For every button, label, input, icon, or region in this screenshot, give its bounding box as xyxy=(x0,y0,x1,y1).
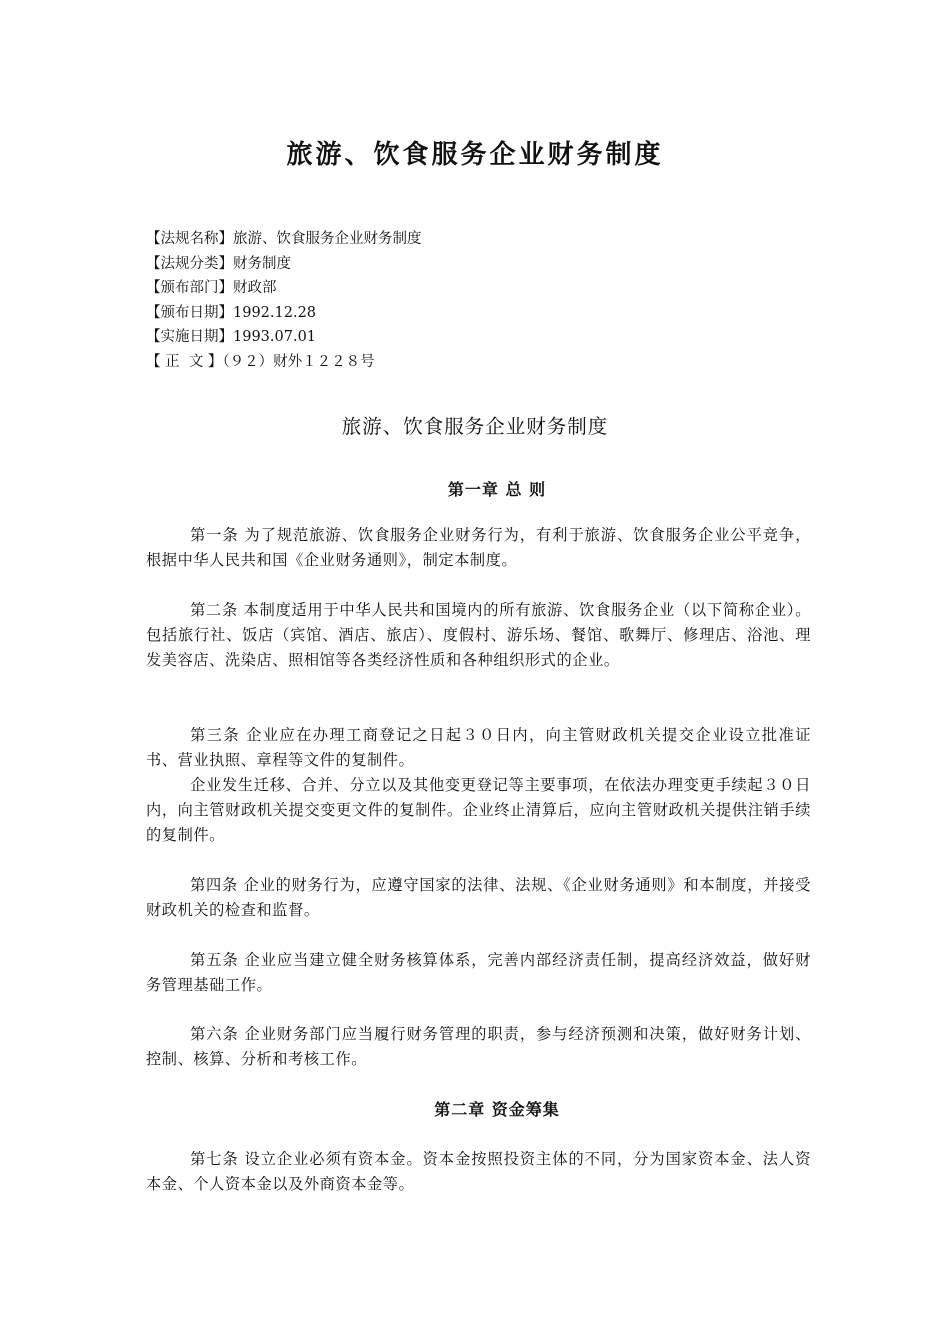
article-7: 第七条 设立企业必须有资本金。资本金按照投资主体的不同，分为国家资本金、法人资本金、个人资本金以及外商资本金等。 xyxy=(146,1150,811,1193)
meta-value: 1993.07.01 xyxy=(233,329,317,346)
meta-label: 【颁布日期】 xyxy=(146,304,233,321)
meta-row-category xyxy=(146,252,422,277)
article-5: 第五条 企业应当建立健全财务核算体系，完善内部经济责任制，提高经济效益，做好财务管理基础工作。 xyxy=(146,951,811,994)
article-3: 第三条 企业应在办理工商登记之日起３０日内，向主管财政机关提交企业设立批准证书、营业执照、章程等文件的复制件。 xyxy=(146,726,811,769)
meta-value: 财政部 xyxy=(233,280,277,297)
meta-value: （９２）财外１２２８号 xyxy=(222,353,375,370)
document-title: 旅游、饮食服务企业财务制度 xyxy=(286,140,664,170)
meta-row-effective-date xyxy=(146,325,422,350)
meta-value: 旅游、饮食服务企业财务制度 xyxy=(233,231,422,247)
article-2: 第二条 本制度适用于中华人民共和国境内的所有旅游、饮食服务企业（以下简称企业）。包括旅行社、饭店（宾馆、酒店、旅店）、度假村、游乐场、餐馆、歌舞厅、修理店、浴池、理发美容店、洗染店、照相馆等各类经济性质和各种组织形式的企业。 xyxy=(146,601,811,669)
meta-row-issue-date xyxy=(146,301,422,326)
meta-label: 【颁布部门】 xyxy=(146,280,233,297)
meta-row-text-number xyxy=(146,350,422,375)
document-subtitle: 旅游、饮食服务企业财务制度 xyxy=(341,415,609,438)
article-6: 第六条 企业财务部门应当履行财务管理的职责，参与经济预测和决策，做好财务计划、控制、核算、分析和考核工作。 xyxy=(146,1025,811,1068)
meta-label: 【法规分类】 xyxy=(146,255,233,272)
chapter-heading-2: 第二章 资金筹集 xyxy=(434,1100,560,1119)
chapter-heading-1: 第一章 总 则 xyxy=(447,480,547,499)
meta-value: 财务制度 xyxy=(233,255,291,272)
meta-label: 【法规名称】 xyxy=(146,231,233,247)
meta-label: 【实施日期】 xyxy=(146,329,233,346)
metadata-block xyxy=(146,227,422,375)
meta-row-name xyxy=(146,227,422,252)
meta-value: 1992.12.28 xyxy=(233,304,317,321)
article-1: 第一条 为了规范旅游、饮食服务企业财务行为，有利于旅游、饮食服务企业公平竞争，根据中华人民共和国《企业财务通则》，制定本制度。 xyxy=(146,526,811,569)
meta-label: 【 正 文 】 xyxy=(146,353,223,370)
meta-row-department xyxy=(146,276,422,301)
article-3-paragraph-2: 企业发生迁移、合并、分立以及其他变更登记等主要事项，在依法办理变更手续起３０日内，向主管财政机关提交变更文件的复制件。企业终止清算后，应向主管财政机关提供注销手续的复制件。 xyxy=(146,776,811,844)
article-4: 第四条 企业的财务行为，应遵守国家的法律、法规、《企业财务通则》和本制度，并接受财政机关的检查和监督。 xyxy=(146,876,811,919)
